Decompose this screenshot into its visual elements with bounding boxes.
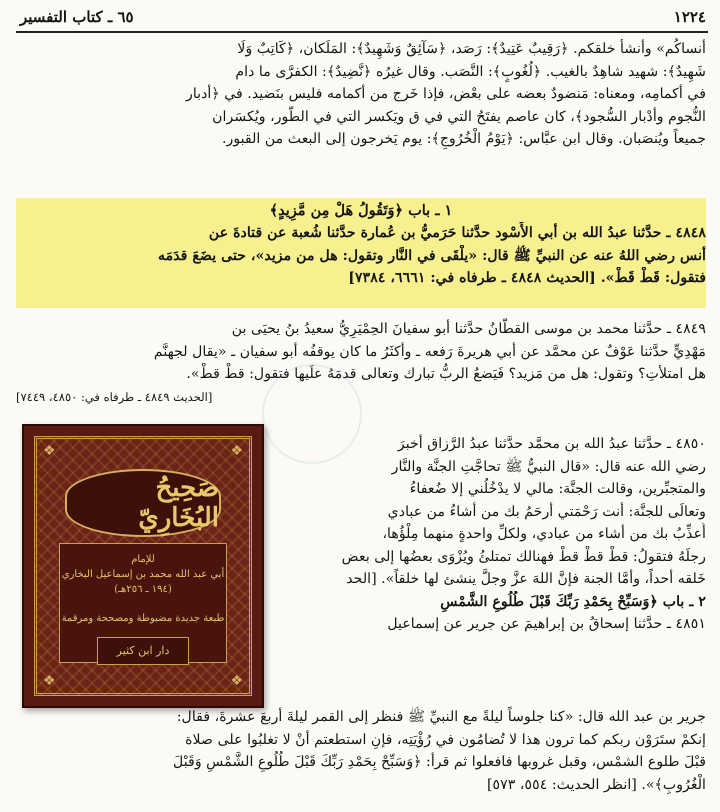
- text-line: رضي الله عنه قال: «قال النبيُّ ﷺ تحاجَّتِ الجنَّة والنَّار: [391, 458, 706, 475]
- text-line: والمتجبِّرين، وقالت الجنَّة: مالي لا يدْخُلُني إلا ضُعفاءُ: [409, 481, 706, 497]
- text-line: ٤٨٥٠ ـ حدَّثنا عبدُ الله بن محمَّد حدَّثنا عبدُ الرَّزاق أخبرَ: [397, 436, 706, 452]
- text-line: إنكمْ ستَرَوْن ربكم كما ترون هذا لا تُضامُون في رُؤْيَتِه، فإنِ استطعتم أنْ لا تغلبُوا على صلاة: [185, 731, 706, 748]
- page-number: ١٢٢٤: [673, 8, 706, 26]
- cover-title: صَحِيحُ البُخَارِيّ: [65, 469, 221, 537]
- text-line: خَلقه أحداً، وأمَّا الجنة فإنَّ اللهَ عزَّ وجلَّ ينشئ لها خلقاً». [الحد: [346, 571, 706, 587]
- hadith-4851: [16, 706, 706, 796]
- cover-dates: (١٩٤ ـ ٢٥٦هـ): [114, 584, 172, 595]
- corner-ornament-icon: ❖: [43, 673, 56, 689]
- text-line: هل امتلأتِ؟ وتقول: هل من مَزيد؟ فَيَضعُ الربُّ تبارك وتعالى قدمَهُ علَيها فتقول: قطْ قطْ».: [186, 366, 706, 382]
- hadith-4849: [16, 318, 706, 408]
- text-line: مَهْدِيٍّ حدَّثنا عَوْفٌ عن محمَّد عن أبي هريرةَ رَفعه ـ وأكثَرُ ما كان يوقفُه أبو سفيان ـ «يقال لجهنَّم: [153, 343, 706, 360]
- text-line: شَهِيدٌ﴾: شهيد شاهِدٌ بالغيب. ﴿لُغُوبٍ﴾: النَّصَب. وقال غيرُه ﴿نَّضِيدٌ﴾: الكفرَّى ما دام: [235, 63, 706, 80]
- intro-paragraph: [16, 38, 706, 151]
- chapter-1: [16, 200, 706, 290]
- hadith-4848-line: أنس رضي اللهُ عنه عن النبيِّ ﷺ قال: «يلْقَى في النَّار وتقول: هل من مزيد»، حتى يضَعَ قدَمَه: [158, 247, 706, 264]
- corner-ornament-icon: ❖: [230, 673, 243, 689]
- chapter-2-heading: ٢ ـ باب ﴿وَسَبِّحْ بِحَمْدِ رَبِّكَ قَبْلَ طُلُوعِ الشَّمْسِ: [440, 593, 706, 610]
- text-line: وتعالَى للجنَّة: أنت رَحْمَتي أرحَمُ بك من أشاءُ من عبادي: [387, 503, 706, 520]
- running-title: ٦٥ ـ كتاب التفسير: [20, 8, 134, 26]
- hadith-4848-line: ٤٨٤٨ ـ حدَّثنا عبدُ الله بن أبي الأَسْود حدَّثنا حَرَميُّ بن عُمارة حدَّثنا شُعبة عن قتادةَ عن: [208, 225, 706, 241]
- text-line: ٤٨٥١ ـ حدَّثنا إسحاقُ بن إبراهيمَ عن جرير عن إسماعيل: [387, 616, 706, 632]
- text-line: أنساكُم» وأنشأ خلقكم. ﴿رَقِيبٌ عَتِيدٌ﴾: رَصَد، ﴿سَآئِقٌ وَشَهِيدٌ﴾: المَلَكان، ﴿كَاتِبٌ وَلَا: [237, 41, 706, 57]
- cover-subtitle: طبعة جديدة مضبوطة ومصححة ومرقمة: [61, 613, 225, 624]
- hadith-4848-line: فتقول: قَطْ قَطْ». [الحديث ٤٨٤٨ ـ طرفاه في: ٦٦٦١، ٧٣٨٤]: [348, 270, 706, 286]
- text-line: ٤٨٤٩ ـ حدَّثنا محمد بن موسى القطَّانُ حدَّثنا أبو سفيانَ الحِمْيَرِيُّ سعيدُ بنُ يحيَى بن: [231, 321, 706, 337]
- chapter-heading: ١ ـ باب ﴿وَتَقُولُ هَلْ مِن مَّزِيدٍ﴾: [269, 202, 453, 219]
- text-line: النُّجوم وأدْبار السُّجود﴾، كان عاصم يفتَحُ التي في ق ويَكسر التي في الطُّور، ويُكسَران: [212, 108, 706, 125]
- text-line: الْغُرُوبِ﴾». [انظر الحديث: ٥٥٤، ٥٧٣]: [487, 776, 706, 793]
- text-line: أُعذِّبُ بك من أشاء من عبادي، ولكلِّ واحدةٍ منهما مِلْؤُها،: [382, 526, 706, 542]
- cover-frame: [34, 436, 252, 696]
- text-line: رجلَهُ فتقولُ: قطْ قطْ قطْ فهنالك تمتلئُ ويُزْوَى بعضُها إلى بعض: [341, 548, 706, 565]
- text-line: جرير بن عبد الله قال: «كنا جلوساً ليلةً مع النبيِّ ﷺ فنظر إلى القمر ليلةَ أربعَ عشرةَ، فقال:: [176, 709, 706, 725]
- corner-ornament-icon: ❖: [43, 443, 56, 459]
- text-line: في أكمامِه، ومعناه: مَنضودٌ بعضه على بعْض، فإذا خَرج من أكمامه فليس بنَضيد. في ﴿أدبار: [185, 86, 706, 102]
- hadith-4850-column: [272, 433, 706, 636]
- header-divider: [16, 31, 708, 33]
- cover-imam-label: للإمام: [131, 554, 155, 565]
- page-header: [20, 6, 706, 28]
- hadith-reference: [الحديث ٤٨٤٩ ـ طرفاه في: ٤٨٥٠، ٧٤٤٩]: [16, 389, 213, 404]
- text-line: جميعاً ويُنصَبان. وقال ابن عبَّاس: ﴿يَوْمُ الْخُرُوجِ﴾: يوم يَخرجون إلى البعث من القبور.: [221, 131, 706, 147]
- book-cover-image: [22, 424, 264, 708]
- watermark-stamp: [262, 364, 362, 464]
- corner-ornament-icon: ❖: [230, 443, 243, 459]
- text-line: قبْلَ طلوع الشمْس، وقبل غروبها فافعلوا ثم قرأ: ﴿وَسَبِّحْ بِحَمْدِ رَبِّكَ قَبْلَ طُلُوعِ الشَّمْسِ وَقَبْلَ: [173, 754, 706, 770]
- cover-author: أبي عبد الله محمد بن إسماعيل البخاري: [61, 569, 225, 580]
- cover-publisher: دار ابن كثير: [97, 637, 189, 665]
